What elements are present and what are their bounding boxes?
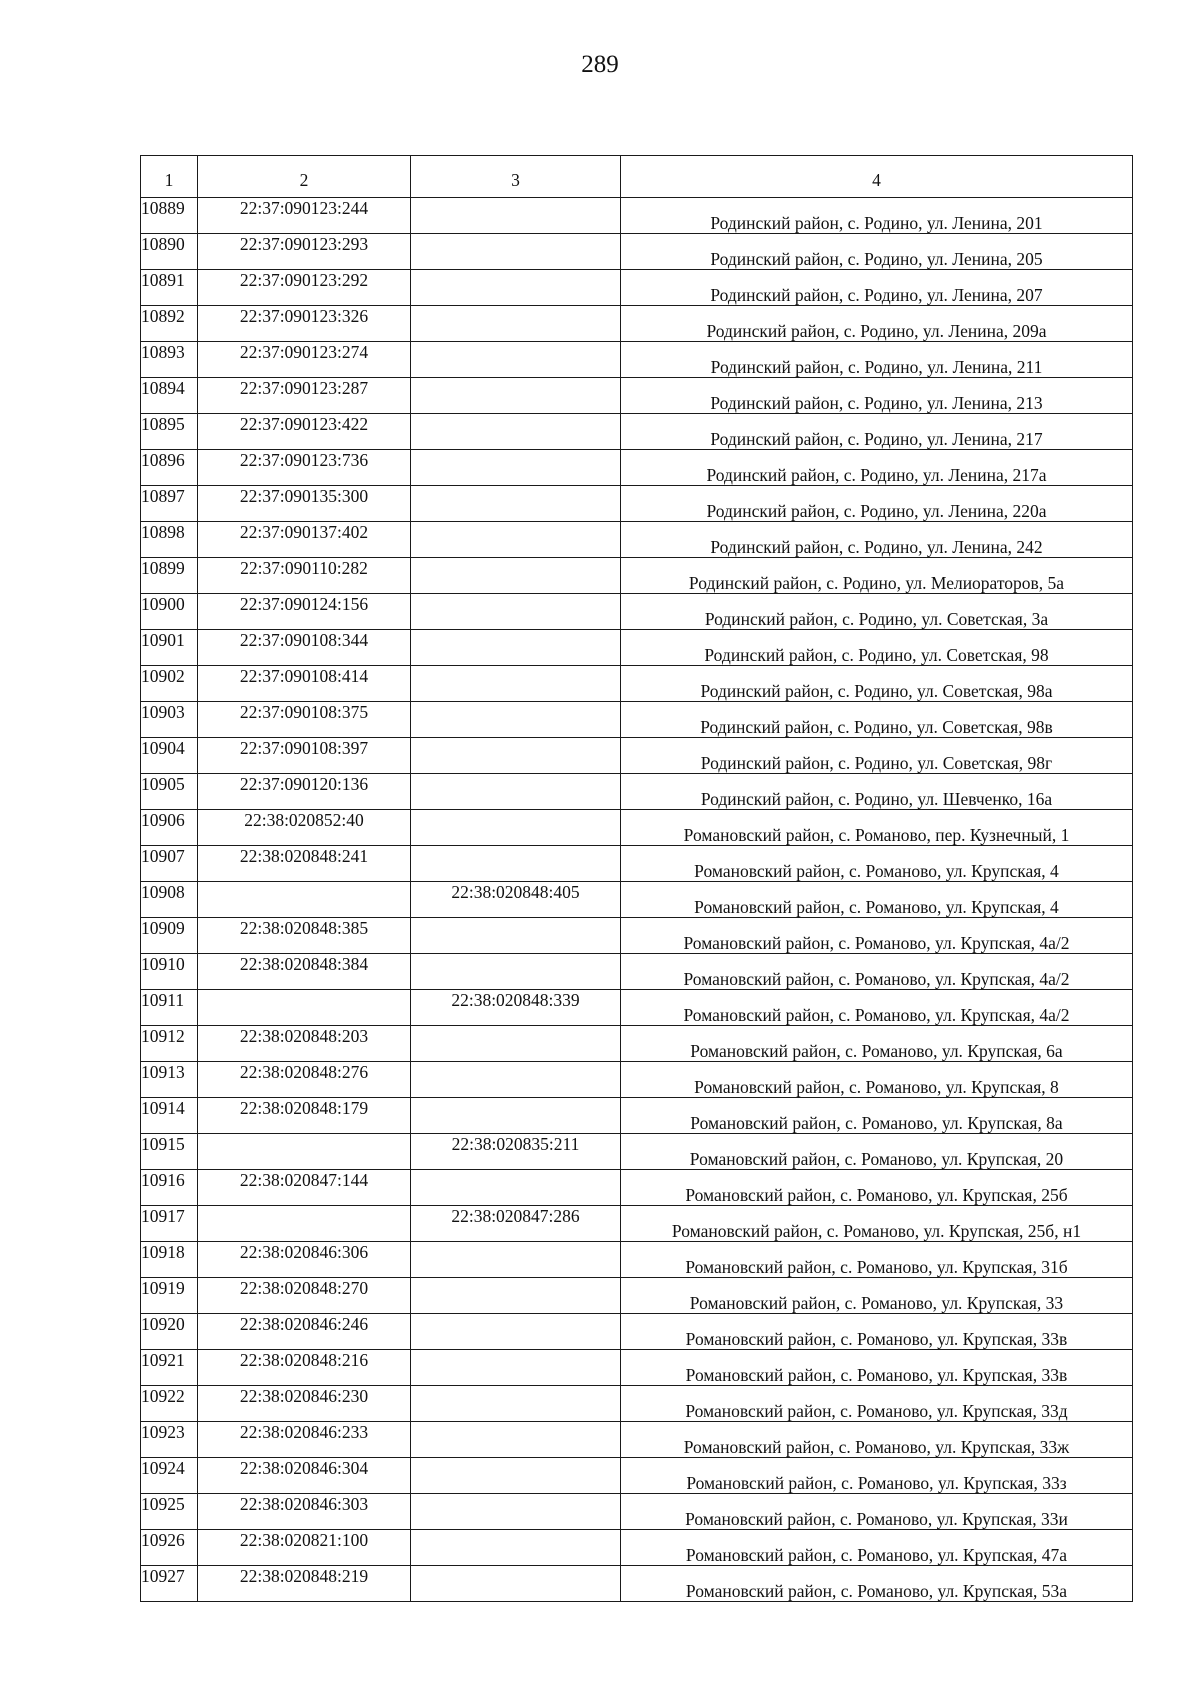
cadastral-number-cell: 22:38:020848:241 [198, 846, 411, 882]
cadastral-number-alt-cell [411, 774, 621, 810]
address-cell: Родинский район, с. Родино, ул. Ленина, 211 [621, 342, 1133, 378]
table-row [141, 198, 1133, 234]
row-number-cell: 10908 [141, 882, 198, 918]
row-number-cell: 10914 [141, 1098, 198, 1134]
cadastral-number-alt-cell [411, 1422, 621, 1458]
header-col-1: 1 [141, 156, 198, 198]
address-cell: Романовский район, с. Романово, ул. Крупская, 33з [621, 1458, 1133, 1494]
cadastral-number-cell [198, 990, 411, 1026]
address-cell: Родинский район, с. Родино, ул. Ленина, 205 [621, 234, 1133, 270]
table-row [141, 1386, 1133, 1422]
cadastral-number-alt-cell [411, 810, 621, 846]
cadastral-number-alt-cell [411, 918, 621, 954]
cadastral-number-cell: 22:38:020848:203 [198, 1026, 411, 1062]
address-cell: Романовский район, с. Романово, ул. Крупская, 33в [621, 1314, 1133, 1350]
table-row [141, 846, 1133, 882]
table-row [141, 1170, 1133, 1206]
cadastral-number-alt-cell [411, 450, 621, 486]
table-row [141, 450, 1133, 486]
address-cell: Романовский район, с. Романово, ул. Крупская, 33в [621, 1350, 1133, 1386]
cadastral-number-alt-cell [411, 738, 621, 774]
cadastral-number-alt-cell [411, 522, 621, 558]
table-row [141, 1206, 1133, 1242]
cadastral-number-cell: 22:37:090123:422 [198, 414, 411, 450]
row-number-cell: 10894 [141, 378, 198, 414]
cadastral-number-cell: 22:38:020848:179 [198, 1098, 411, 1134]
table-row [141, 1242, 1133, 1278]
cadastral-number-alt-cell: 22:38:020848:405 [411, 882, 621, 918]
row-number-cell: 10901 [141, 630, 198, 666]
address-cell: Родинский район, с. Родино, ул. Ленина, 213 [621, 378, 1133, 414]
address-cell: Родинский район, с. Родино, ул. Ленина, 217 [621, 414, 1133, 450]
address-cell: Романовский район, с. Романово, пер. Кузнечный, 1 [621, 810, 1133, 846]
cadastral-number-cell: 22:38:020821:100 [198, 1530, 411, 1566]
row-number-cell: 10911 [141, 990, 198, 1026]
cadastral-number-alt-cell [411, 1098, 621, 1134]
cadastral-number-alt-cell [411, 1386, 621, 1422]
row-number-cell: 10897 [141, 486, 198, 522]
table-row [141, 306, 1133, 342]
register-table [140, 155, 1133, 1602]
cadastral-number-alt-cell [411, 198, 621, 234]
cadastral-number-alt-cell [411, 270, 621, 306]
table-row [141, 486, 1133, 522]
cadastral-number-alt-cell [411, 1242, 621, 1278]
table-row [141, 666, 1133, 702]
row-number-cell: 10904 [141, 738, 198, 774]
cadastral-number-cell: 22:38:020846:246 [198, 1314, 411, 1350]
page-number: 289 [581, 51, 619, 78]
address-cell: Родинский район, с. Родино, ул. Советская, 98г [621, 738, 1133, 774]
table-row [141, 1494, 1133, 1530]
address-cell: Родинский район, с. Родино, ул. Ленина, 201 [621, 198, 1133, 234]
address-cell: Романовский район, с. Романово, ул. Крупская, 25б, н1 [621, 1206, 1133, 1242]
address-cell: Родинский район, с. Родино, ул. Мелиораторов, 5а [621, 558, 1133, 594]
table-row [141, 738, 1133, 774]
address-cell: Романовский район, с. Романово, ул. Крупская, 4а/2 [621, 954, 1133, 990]
cadastral-number-alt-cell [411, 1350, 621, 1386]
table-row [141, 378, 1133, 414]
row-number-cell: 10924 [141, 1458, 198, 1494]
cadastral-number-cell: 22:38:020846:233 [198, 1422, 411, 1458]
row-number-cell: 10890 [141, 234, 198, 270]
address-cell: Родинский район, с. Родино, ул. Ленина, 217а [621, 450, 1133, 486]
table-row [141, 810, 1133, 846]
row-number-cell: 10899 [141, 558, 198, 594]
cadastral-number-alt-cell [411, 954, 621, 990]
row-number-cell: 10900 [141, 594, 198, 630]
row-number-cell: 10891 [141, 270, 198, 306]
table-row [141, 342, 1133, 378]
table-row [141, 702, 1133, 738]
address-cell: Романовский район, с. Романово, ул. Крупская, 4 [621, 846, 1133, 882]
row-number-cell: 10919 [141, 1278, 198, 1314]
address-cell: Романовский район, с. Романово, ул. Крупская, 4 [621, 882, 1133, 918]
cadastral-number-cell: 22:38:020846:303 [198, 1494, 411, 1530]
cadastral-number-alt-cell [411, 1278, 621, 1314]
cadastral-number-cell: 22:38:020846:304 [198, 1458, 411, 1494]
cadastral-number-cell [198, 882, 411, 918]
table-row [141, 1458, 1133, 1494]
address-cell: Романовский район, с. Романово, ул. Крупская, 20 [621, 1134, 1133, 1170]
row-number-cell: 10925 [141, 1494, 198, 1530]
cadastral-number-cell: 22:37:090108:414 [198, 666, 411, 702]
cadastral-number-cell: 22:37:090123:274 [198, 342, 411, 378]
cadastral-number-alt-cell [411, 342, 621, 378]
address-cell: Романовский район, с. Романово, ул. Крупская, 53а [621, 1566, 1133, 1602]
row-number-cell: 10896 [141, 450, 198, 486]
cadastral-number-alt-cell [411, 486, 621, 522]
cadastral-number-cell: 22:37:090108:375 [198, 702, 411, 738]
table-row [141, 918, 1133, 954]
address-cell: Романовский район, с. Романово, ул. Крупская, 6а [621, 1026, 1133, 1062]
address-cell: Романовский район, с. Романово, ул. Крупская, 4а/2 [621, 990, 1133, 1026]
header-col-4: 4 [621, 156, 1133, 198]
address-cell: Родинский район, с. Родино, ул. Ленина, 220а [621, 486, 1133, 522]
cadastral-number-alt-cell: 22:38:020847:286 [411, 1206, 621, 1242]
cadastral-number-cell: 22:37:090123:293 [198, 234, 411, 270]
cadastral-number-cell [198, 1134, 411, 1170]
cadastral-number-alt-cell [411, 1026, 621, 1062]
row-number-cell: 10918 [141, 1242, 198, 1278]
cadastral-number-alt-cell [411, 558, 621, 594]
address-cell: Родинский район, с. Родино, ул. Советская, 98 [621, 630, 1133, 666]
table-row [141, 990, 1133, 1026]
row-number-cell: 10916 [141, 1170, 198, 1206]
table-row [141, 558, 1133, 594]
cadastral-number-cell: 22:37:090123:736 [198, 450, 411, 486]
address-cell: Романовский район, с. Романово, ул. Крупская, 31б [621, 1242, 1133, 1278]
table-row [141, 1098, 1133, 1134]
cadastral-number-alt-cell: 22:38:020848:339 [411, 990, 621, 1026]
address-cell: Романовский район, с. Романово, ул. Крупская, 25б [621, 1170, 1133, 1206]
address-cell: Родинский район, с. Родино, ул. Ленина, 242 [621, 522, 1133, 558]
row-number-cell: 10922 [141, 1386, 198, 1422]
table-row [141, 270, 1133, 306]
table-row [141, 882, 1133, 918]
cadastral-number-cell: 22:37:090110:282 [198, 558, 411, 594]
address-cell: Родинский район, с. Родино, ул. Советская, 98в [621, 702, 1133, 738]
address-cell: Романовский район, с. Романово, ул. Крупская, 8 [621, 1062, 1133, 1098]
address-cell: Романовский район, с. Романово, ул. Крупская, 47а [621, 1530, 1133, 1566]
row-number-cell: 10902 [141, 666, 198, 702]
table-row [141, 522, 1133, 558]
address-cell: Родинский район, с. Родино, ул. Шевченко, 16а [621, 774, 1133, 810]
table-body [141, 198, 1133, 1602]
row-number-cell: 10898 [141, 522, 198, 558]
table-row [141, 1350, 1133, 1386]
row-number-cell: 10926 [141, 1530, 198, 1566]
row-number-cell: 10889 [141, 198, 198, 234]
cadastral-number-alt-cell [411, 666, 621, 702]
row-number-cell: 10906 [141, 810, 198, 846]
cadastral-number-cell: 22:37:090123:326 [198, 306, 411, 342]
address-cell: Романовский район, с. Романово, ул. Крупская, 4а/2 [621, 918, 1133, 954]
row-number-cell: 10912 [141, 1026, 198, 1062]
cadastral-number-cell: 22:38:020852:40 [198, 810, 411, 846]
table-row [141, 1062, 1133, 1098]
cadastral-number-cell: 22:38:020846:306 [198, 1242, 411, 1278]
row-number-cell: 10903 [141, 702, 198, 738]
cadastral-number-cell: 22:37:090135:300 [198, 486, 411, 522]
row-number-cell: 10921 [141, 1350, 198, 1386]
table-row [141, 1530, 1133, 1566]
address-cell: Родинский район, с. Родино, ул. Советская, 98а [621, 666, 1133, 702]
row-number-cell: 10909 [141, 918, 198, 954]
table-row [141, 630, 1133, 666]
cadastral-number-alt-cell [411, 1566, 621, 1602]
cadastral-number-alt-cell [411, 1458, 621, 1494]
row-number-cell: 10913 [141, 1062, 198, 1098]
cadastral-number-alt-cell [411, 630, 621, 666]
cadastral-number-cell: 22:38:020848:270 [198, 1278, 411, 1314]
cadastral-number-alt-cell [411, 234, 621, 270]
row-number-cell: 10895 [141, 414, 198, 450]
cadastral-number-cell: 22:38:020848:219 [198, 1566, 411, 1602]
cadastral-number-cell: 22:38:020846:230 [198, 1386, 411, 1422]
table-row [141, 234, 1133, 270]
cadastral-number-alt-cell [411, 1314, 621, 1350]
cadastral-number-cell: 22:37:090120:136 [198, 774, 411, 810]
cadastral-number-alt-cell [411, 1170, 621, 1206]
row-number-cell: 10907 [141, 846, 198, 882]
table-row [141, 774, 1133, 810]
row-number-cell: 10910 [141, 954, 198, 990]
address-cell: Романовский район, с. Романово, ул. Крупская, 33д [621, 1386, 1133, 1422]
table-row [141, 954, 1133, 990]
address-cell: Романовский район, с. Романово, ул. Крупская, 8а [621, 1098, 1133, 1134]
row-number-cell: 10915 [141, 1134, 198, 1170]
cadastral-number-cell: 22:37:090108:397 [198, 738, 411, 774]
address-cell: Романовский район, с. Романово, ул. Крупская, 33и [621, 1494, 1133, 1530]
row-number-cell: 10920 [141, 1314, 198, 1350]
cadastral-number-alt-cell: 22:38:020835:211 [411, 1134, 621, 1170]
table-row [141, 1566, 1133, 1602]
row-number-cell: 10917 [141, 1206, 198, 1242]
cadastral-number-cell: 22:37:090123:287 [198, 378, 411, 414]
address-cell: Романовский район, с. Романово, ул. Крупская, 33ж [621, 1422, 1133, 1458]
row-number-cell: 10927 [141, 1566, 198, 1602]
row-number-cell: 10905 [141, 774, 198, 810]
table-row [141, 594, 1133, 630]
cadastral-number-alt-cell [411, 1530, 621, 1566]
cadastral-number-cell: 22:38:020847:144 [198, 1170, 411, 1206]
address-cell: Романовский район, с. Романово, ул. Крупская, 33 [621, 1278, 1133, 1314]
row-number-cell: 10923 [141, 1422, 198, 1458]
cadastral-number-alt-cell [411, 1062, 621, 1098]
table-row [141, 414, 1133, 450]
cadastral-number-alt-cell [411, 414, 621, 450]
header-col-2: 2 [198, 156, 411, 198]
cadastral-number-alt-cell [411, 846, 621, 882]
cadastral-number-cell: 22:37:090123:244 [198, 198, 411, 234]
cadastral-number-alt-cell [411, 1494, 621, 1530]
cadastral-number-cell: 22:38:020848:384 [198, 954, 411, 990]
cadastral-number-alt-cell [411, 378, 621, 414]
cadastral-number-alt-cell [411, 702, 621, 738]
table-row [141, 1134, 1133, 1170]
cadastral-number-cell: 22:37:090123:292 [198, 270, 411, 306]
table-header [141, 156, 1133, 198]
cadastral-number-cell: 22:38:020848:385 [198, 918, 411, 954]
row-number-cell: 10892 [141, 306, 198, 342]
address-cell: Родинский район, с. Родино, ул. Советская, 3а [621, 594, 1133, 630]
cadastral-number-alt-cell [411, 594, 621, 630]
cadastral-number-cell: 22:37:090108:344 [198, 630, 411, 666]
address-cell: Родинский район, с. Родино, ул. Ленина, 207 [621, 270, 1133, 306]
table-row [141, 1422, 1133, 1458]
row-number-cell: 10893 [141, 342, 198, 378]
cadastral-number-cell: 22:38:020848:276 [198, 1062, 411, 1098]
table-row [141, 1314, 1133, 1350]
header-row [141, 156, 1133, 198]
header-col-3: 3 [411, 156, 621, 198]
address-cell: Родинский район, с. Родино, ул. Ленина, 209а [621, 306, 1133, 342]
cadastral-number-cell: 22:37:090124:156 [198, 594, 411, 630]
cadastral-number-cell: 22:38:020848:216 [198, 1350, 411, 1386]
cadastral-number-cell: 22:37:090137:402 [198, 522, 411, 558]
table-row [141, 1278, 1133, 1314]
cadastral-number-alt-cell [411, 306, 621, 342]
cadastral-number-cell [198, 1206, 411, 1242]
table-row [141, 1026, 1133, 1062]
